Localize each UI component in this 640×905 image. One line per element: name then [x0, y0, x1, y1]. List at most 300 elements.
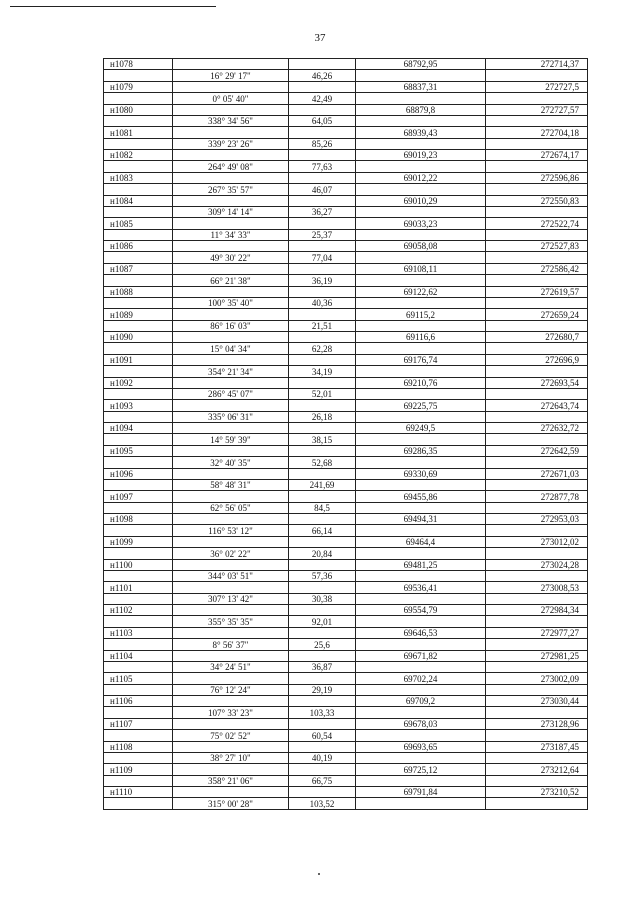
- bearing-cell: 315° 00' 28": [173, 798, 289, 809]
- empty-cell: [289, 605, 356, 616]
- empty-cell: [104, 320, 173, 331]
- empty-cell: [486, 434, 588, 445]
- x-coordinate-cell: 68837,31: [356, 81, 486, 92]
- empty-cell: [486, 616, 588, 627]
- y-coordinate-cell: 272714,37: [486, 59, 588, 70]
- segment-row: [104, 297, 588, 308]
- segment-row: [104, 684, 588, 695]
- bearing-cell: 307° 13' 42": [173, 593, 289, 604]
- empty-cell: [104, 206, 173, 217]
- bearing-cell: 264° 49' 08": [173, 161, 289, 172]
- empty-cell: [486, 206, 588, 217]
- empty-cell: [356, 206, 486, 217]
- empty-cell: [356, 570, 486, 581]
- empty-cell: [356, 70, 486, 81]
- empty-cell: [289, 787, 356, 798]
- empty-cell: [486, 639, 588, 650]
- empty-cell: [173, 423, 289, 434]
- distance-cell: 92,01: [289, 616, 356, 627]
- empty-cell: [486, 70, 588, 81]
- point-id-cell: н1098: [104, 514, 173, 525]
- y-coordinate-cell: 272632,72: [486, 423, 588, 434]
- empty-cell: [486, 297, 588, 308]
- distance-cell: 84,5: [289, 502, 356, 513]
- bearing-cell: 358° 21' 06": [173, 775, 289, 786]
- empty-cell: [356, 115, 486, 126]
- empty-cell: [356, 275, 486, 286]
- point-row: [104, 218, 588, 229]
- empty-cell: [173, 400, 289, 411]
- empty-cell: [356, 184, 486, 195]
- segment-row: [104, 229, 588, 240]
- empty-cell: [289, 286, 356, 297]
- empty-cell: [486, 115, 588, 126]
- point-row: [104, 582, 588, 593]
- y-coordinate-cell: 273210,52: [486, 787, 588, 798]
- point-id-cell: н1086: [104, 241, 173, 252]
- empty-cell: [356, 684, 486, 695]
- empty-cell: [356, 343, 486, 354]
- empty-cell: [104, 343, 173, 354]
- x-coordinate-cell: 69249,5: [356, 423, 486, 434]
- bearing-cell: 335° 06' 31": [173, 411, 289, 422]
- segment-row: [104, 161, 588, 172]
- distance-cell: 57,36: [289, 570, 356, 581]
- segment-row: [104, 593, 588, 604]
- y-coordinate-cell: 272527,83: [486, 241, 588, 252]
- empty-cell: [486, 707, 588, 718]
- distance-cell: 77,63: [289, 161, 356, 172]
- bearing-cell: 116° 53' 12": [173, 525, 289, 536]
- distance-cell: 103,52: [289, 798, 356, 809]
- empty-cell: [356, 639, 486, 650]
- point-id-cell: н1082: [104, 150, 173, 161]
- empty-cell: [104, 752, 173, 763]
- segment-row: [104, 366, 588, 377]
- empty-cell: [356, 548, 486, 559]
- point-row: [104, 354, 588, 365]
- segment-row: [104, 639, 588, 650]
- point-id-cell: н1079: [104, 81, 173, 92]
- coordinates-table-body: [104, 59, 588, 810]
- empty-cell: [356, 366, 486, 377]
- x-coordinate-cell: 69702,24: [356, 673, 486, 684]
- distance-cell: 42,49: [289, 93, 356, 104]
- point-row: [104, 400, 588, 411]
- segment-row: [104, 252, 588, 263]
- empty-cell: [173, 354, 289, 365]
- y-coordinate-cell: 272877,78: [486, 491, 588, 502]
- segment-row: [104, 343, 588, 354]
- empty-cell: [173, 309, 289, 320]
- empty-cell: [104, 229, 173, 240]
- distance-cell: 25,6: [289, 639, 356, 650]
- empty-cell: [173, 218, 289, 229]
- empty-cell: [356, 775, 486, 786]
- segment-row: [104, 707, 588, 718]
- y-coordinate-cell: 272671,03: [486, 468, 588, 479]
- bearing-cell: 8° 56' 37": [173, 639, 289, 650]
- empty-cell: [289, 718, 356, 729]
- empty-cell: [173, 445, 289, 456]
- empty-cell: [289, 696, 356, 707]
- point-id-cell: н1103: [104, 627, 173, 638]
- point-row: [104, 718, 588, 729]
- distance-cell: 25,37: [289, 229, 356, 240]
- empty-cell: [486, 93, 588, 104]
- bearing-cell: 355° 35' 35": [173, 616, 289, 627]
- x-coordinate-cell: 68879,8: [356, 104, 486, 115]
- distance-cell: 46,26: [289, 70, 356, 81]
- empty-cell: [104, 775, 173, 786]
- empty-cell: [356, 707, 486, 718]
- bearing-cell: 11° 34' 33": [173, 229, 289, 240]
- y-coordinate-cell: 273187,45: [486, 741, 588, 752]
- point-id-cell: н1109: [104, 764, 173, 775]
- empty-cell: [289, 650, 356, 661]
- distance-cell: 20,84: [289, 548, 356, 559]
- empty-cell: [289, 195, 356, 206]
- empty-cell: [289, 309, 356, 320]
- point-id-cell: н1095: [104, 445, 173, 456]
- segment-row: [104, 616, 588, 627]
- point-id-cell: н1094: [104, 423, 173, 434]
- point-row: [104, 514, 588, 525]
- x-coordinate-cell: 69481,25: [356, 559, 486, 570]
- distance-cell: 52,68: [289, 457, 356, 468]
- y-coordinate-cell: 272984,34: [486, 605, 588, 616]
- empty-cell: [289, 150, 356, 161]
- empty-cell: [289, 59, 356, 70]
- bearing-cell: 286° 45' 07": [173, 388, 289, 399]
- empty-cell: [289, 127, 356, 138]
- point-row: [104, 627, 588, 638]
- x-coordinate-cell: 69019,23: [356, 150, 486, 161]
- distance-cell: 40,36: [289, 297, 356, 308]
- point-id-cell: н1083: [104, 172, 173, 183]
- empty-cell: [486, 366, 588, 377]
- y-coordinate-cell: 273008,53: [486, 582, 588, 593]
- y-coordinate-cell: 272643,74: [486, 400, 588, 411]
- bearing-cell: 32° 40' 35": [173, 457, 289, 468]
- y-coordinate-cell: 272977,27: [486, 627, 588, 638]
- bearing-cell: 107° 33' 23": [173, 707, 289, 718]
- x-coordinate-cell: 69010,29: [356, 195, 486, 206]
- segment-row: [104, 661, 588, 672]
- bearing-cell: 100° 35' 40": [173, 297, 289, 308]
- empty-cell: [104, 115, 173, 126]
- empty-cell: [356, 525, 486, 536]
- y-coordinate-cell: 273002,09: [486, 673, 588, 684]
- x-coordinate-cell: 69464,4: [356, 536, 486, 547]
- x-coordinate-cell: 69122,62: [356, 286, 486, 297]
- x-coordinate-cell: 69012,22: [356, 172, 486, 183]
- segment-row: [104, 775, 588, 786]
- empty-cell: [104, 366, 173, 377]
- segment-row: [104, 479, 588, 490]
- bearing-cell: 14° 59' 39": [173, 434, 289, 445]
- x-coordinate-cell: 69554,79: [356, 605, 486, 616]
- distance-cell: 52,01: [289, 388, 356, 399]
- empty-cell: [173, 696, 289, 707]
- y-coordinate-cell: 272619,57: [486, 286, 588, 297]
- segment-row: [104, 570, 588, 581]
- y-coordinate-cell: 272727,57: [486, 104, 588, 115]
- point-id-cell: н1089: [104, 309, 173, 320]
- y-coordinate-cell: 273212,64: [486, 764, 588, 775]
- x-coordinate-cell: 69330,69: [356, 468, 486, 479]
- point-id-cell: н1108: [104, 741, 173, 752]
- x-coordinate-cell: 69455,86: [356, 491, 486, 502]
- empty-cell: [289, 741, 356, 752]
- empty-cell: [356, 479, 486, 490]
- empty-cell: [356, 388, 486, 399]
- empty-cell: [104, 457, 173, 468]
- empty-cell: [173, 605, 289, 616]
- empty-cell: [173, 514, 289, 525]
- empty-cell: [486, 457, 588, 468]
- scan-dot: [318, 873, 320, 875]
- point-id-cell: н1105: [104, 673, 173, 684]
- distance-cell: 64,05: [289, 115, 356, 126]
- x-coordinate-cell: 69678,03: [356, 718, 486, 729]
- segment-row: [104, 184, 588, 195]
- y-coordinate-cell: 273030,44: [486, 696, 588, 707]
- page-number: 37: [314, 32, 326, 44]
- distance-cell: 36,19: [289, 275, 356, 286]
- point-id-cell: н1107: [104, 718, 173, 729]
- segment-row: [104, 752, 588, 763]
- empty-cell: [486, 798, 588, 809]
- distance-cell: 66,75: [289, 775, 356, 786]
- empty-cell: [173, 787, 289, 798]
- empty-cell: [356, 752, 486, 763]
- point-id-cell: н1106: [104, 696, 173, 707]
- segment-row: [104, 798, 588, 809]
- point-row: [104, 286, 588, 297]
- empty-cell: [289, 536, 356, 547]
- point-row: [104, 764, 588, 775]
- point-id-cell: н1101: [104, 582, 173, 593]
- y-coordinate-cell: 273012,02: [486, 536, 588, 547]
- y-coordinate-cell: 272696,9: [486, 354, 588, 365]
- x-coordinate-cell: 69058,08: [356, 241, 486, 252]
- distance-cell: 77,04: [289, 252, 356, 263]
- bearing-cell: 62° 56' 05": [173, 502, 289, 513]
- bearing-cell: 86° 16' 03": [173, 320, 289, 331]
- empty-cell: [486, 684, 588, 695]
- empty-cell: [486, 570, 588, 581]
- point-row: [104, 423, 588, 434]
- empty-cell: [104, 138, 173, 149]
- empty-cell: [104, 525, 173, 536]
- distance-cell: 46,07: [289, 184, 356, 195]
- empty-cell: [104, 616, 173, 627]
- point-row: [104, 696, 588, 707]
- x-coordinate-cell: 69791,84: [356, 787, 486, 798]
- x-coordinate-cell: 69108,11: [356, 263, 486, 274]
- distance-cell: 40,19: [289, 752, 356, 763]
- empty-cell: [104, 411, 173, 422]
- empty-cell: [486, 320, 588, 331]
- x-coordinate-cell: 69116,6: [356, 332, 486, 343]
- empty-cell: [173, 764, 289, 775]
- point-row: [104, 241, 588, 252]
- empty-cell: [356, 138, 486, 149]
- empty-cell: [104, 639, 173, 650]
- distance-cell: 85,26: [289, 138, 356, 149]
- distance-cell: 38,15: [289, 434, 356, 445]
- x-coordinate-cell: 69225,75: [356, 400, 486, 411]
- empty-cell: [486, 479, 588, 490]
- empty-cell: [486, 184, 588, 195]
- empty-cell: [104, 548, 173, 559]
- empty-cell: [104, 798, 173, 809]
- coordinates-table: [103, 58, 588, 810]
- bearing-cell: 38° 27' 10": [173, 752, 289, 763]
- empty-cell: [104, 707, 173, 718]
- empty-cell: [173, 582, 289, 593]
- empty-cell: [486, 593, 588, 604]
- empty-cell: [486, 388, 588, 399]
- point-id-cell: н1085: [104, 218, 173, 229]
- segment-row: [104, 548, 588, 559]
- empty-cell: [356, 502, 486, 513]
- empty-cell: [289, 400, 356, 411]
- y-coordinate-cell: 272680,7: [486, 332, 588, 343]
- empty-cell: [173, 377, 289, 388]
- empty-cell: [173, 673, 289, 684]
- x-coordinate-cell: 68939,43: [356, 127, 486, 138]
- distance-cell: 62,28: [289, 343, 356, 354]
- empty-cell: [289, 263, 356, 274]
- empty-cell: [356, 93, 486, 104]
- point-row: [104, 491, 588, 502]
- empty-cell: [104, 275, 173, 286]
- y-coordinate-cell: 272659,24: [486, 309, 588, 320]
- bearing-cell: 338° 34' 56": [173, 115, 289, 126]
- point-id-cell: н1097: [104, 491, 173, 502]
- empty-cell: [289, 445, 356, 456]
- x-coordinate-cell: 69646,53: [356, 627, 486, 638]
- point-row: [104, 150, 588, 161]
- empty-cell: [486, 775, 588, 786]
- empty-cell: [486, 411, 588, 422]
- empty-cell: [289, 627, 356, 638]
- y-coordinate-cell: 272674,17: [486, 150, 588, 161]
- y-coordinate-cell: 272981,25: [486, 650, 588, 661]
- empty-cell: [173, 536, 289, 547]
- x-coordinate-cell: 69725,12: [356, 764, 486, 775]
- empty-cell: [486, 275, 588, 286]
- empty-cell: [486, 343, 588, 354]
- point-id-cell: н1081: [104, 127, 173, 138]
- y-coordinate-cell: 273128,96: [486, 718, 588, 729]
- empty-cell: [173, 172, 289, 183]
- header-rule: [10, 6, 216, 7]
- bearing-cell: 66° 21' 38": [173, 275, 289, 286]
- empty-cell: [173, 195, 289, 206]
- y-coordinate-cell: 272586,42: [486, 263, 588, 274]
- point-id-cell: н1090: [104, 332, 173, 343]
- point-row: [104, 172, 588, 183]
- empty-cell: [486, 229, 588, 240]
- point-id-cell: н1078: [104, 59, 173, 70]
- distance-cell: 241,69: [289, 479, 356, 490]
- empty-cell: [289, 514, 356, 525]
- empty-cell: [289, 172, 356, 183]
- point-id-cell: н1104: [104, 650, 173, 661]
- point-id-cell: н1092: [104, 377, 173, 388]
- empty-cell: [173, 627, 289, 638]
- x-coordinate-cell: 69115,2: [356, 309, 486, 320]
- empty-cell: [289, 104, 356, 115]
- point-row: [104, 536, 588, 547]
- point-id-cell: н1080: [104, 104, 173, 115]
- empty-cell: [356, 661, 486, 672]
- empty-cell: [104, 570, 173, 581]
- empty-cell: [289, 559, 356, 570]
- empty-cell: [289, 468, 356, 479]
- empty-cell: [486, 161, 588, 172]
- y-coordinate-cell: 272596,86: [486, 172, 588, 183]
- x-coordinate-cell: 69210,76: [356, 377, 486, 388]
- point-id-cell: н1087: [104, 263, 173, 274]
- segment-row: [104, 320, 588, 331]
- empty-cell: [173, 286, 289, 297]
- empty-cell: [104, 93, 173, 104]
- segment-row: [104, 70, 588, 81]
- point-row: [104, 195, 588, 206]
- segment-row: [104, 434, 588, 445]
- segment-row: [104, 411, 588, 422]
- bearing-cell: 76° 12' 24": [173, 684, 289, 695]
- empty-cell: [486, 525, 588, 536]
- point-id-cell: н1100: [104, 559, 173, 570]
- point-row: [104, 787, 588, 798]
- empty-cell: [173, 491, 289, 502]
- y-coordinate-cell: 272704,18: [486, 127, 588, 138]
- x-coordinate-cell: 69536,41: [356, 582, 486, 593]
- x-coordinate-cell: 69494,31: [356, 514, 486, 525]
- empty-cell: [486, 548, 588, 559]
- empty-cell: [356, 411, 486, 422]
- empty-cell: [104, 593, 173, 604]
- empty-cell: [289, 377, 356, 388]
- point-row: [104, 559, 588, 570]
- point-id-cell: н1093: [104, 400, 173, 411]
- y-coordinate-cell: 272727,5: [486, 81, 588, 92]
- x-coordinate-cell: 69176,74: [356, 354, 486, 365]
- empty-cell: [356, 593, 486, 604]
- x-coordinate-cell: 69033,23: [356, 218, 486, 229]
- distance-cell: 21,51: [289, 320, 356, 331]
- empty-cell: [104, 730, 173, 741]
- bearing-cell: 309° 14' 14": [173, 206, 289, 217]
- point-row: [104, 59, 588, 70]
- x-coordinate-cell: 69671,82: [356, 650, 486, 661]
- bearing-cell: 354° 21' 34": [173, 366, 289, 377]
- point-id-cell: н1091: [104, 354, 173, 365]
- segment-row: [104, 730, 588, 741]
- empty-cell: [289, 764, 356, 775]
- empty-cell: [486, 252, 588, 263]
- point-id-cell: н1099: [104, 536, 173, 547]
- empty-cell: [173, 127, 289, 138]
- segment-row: [104, 502, 588, 513]
- empty-cell: [104, 388, 173, 399]
- empty-cell: [173, 263, 289, 274]
